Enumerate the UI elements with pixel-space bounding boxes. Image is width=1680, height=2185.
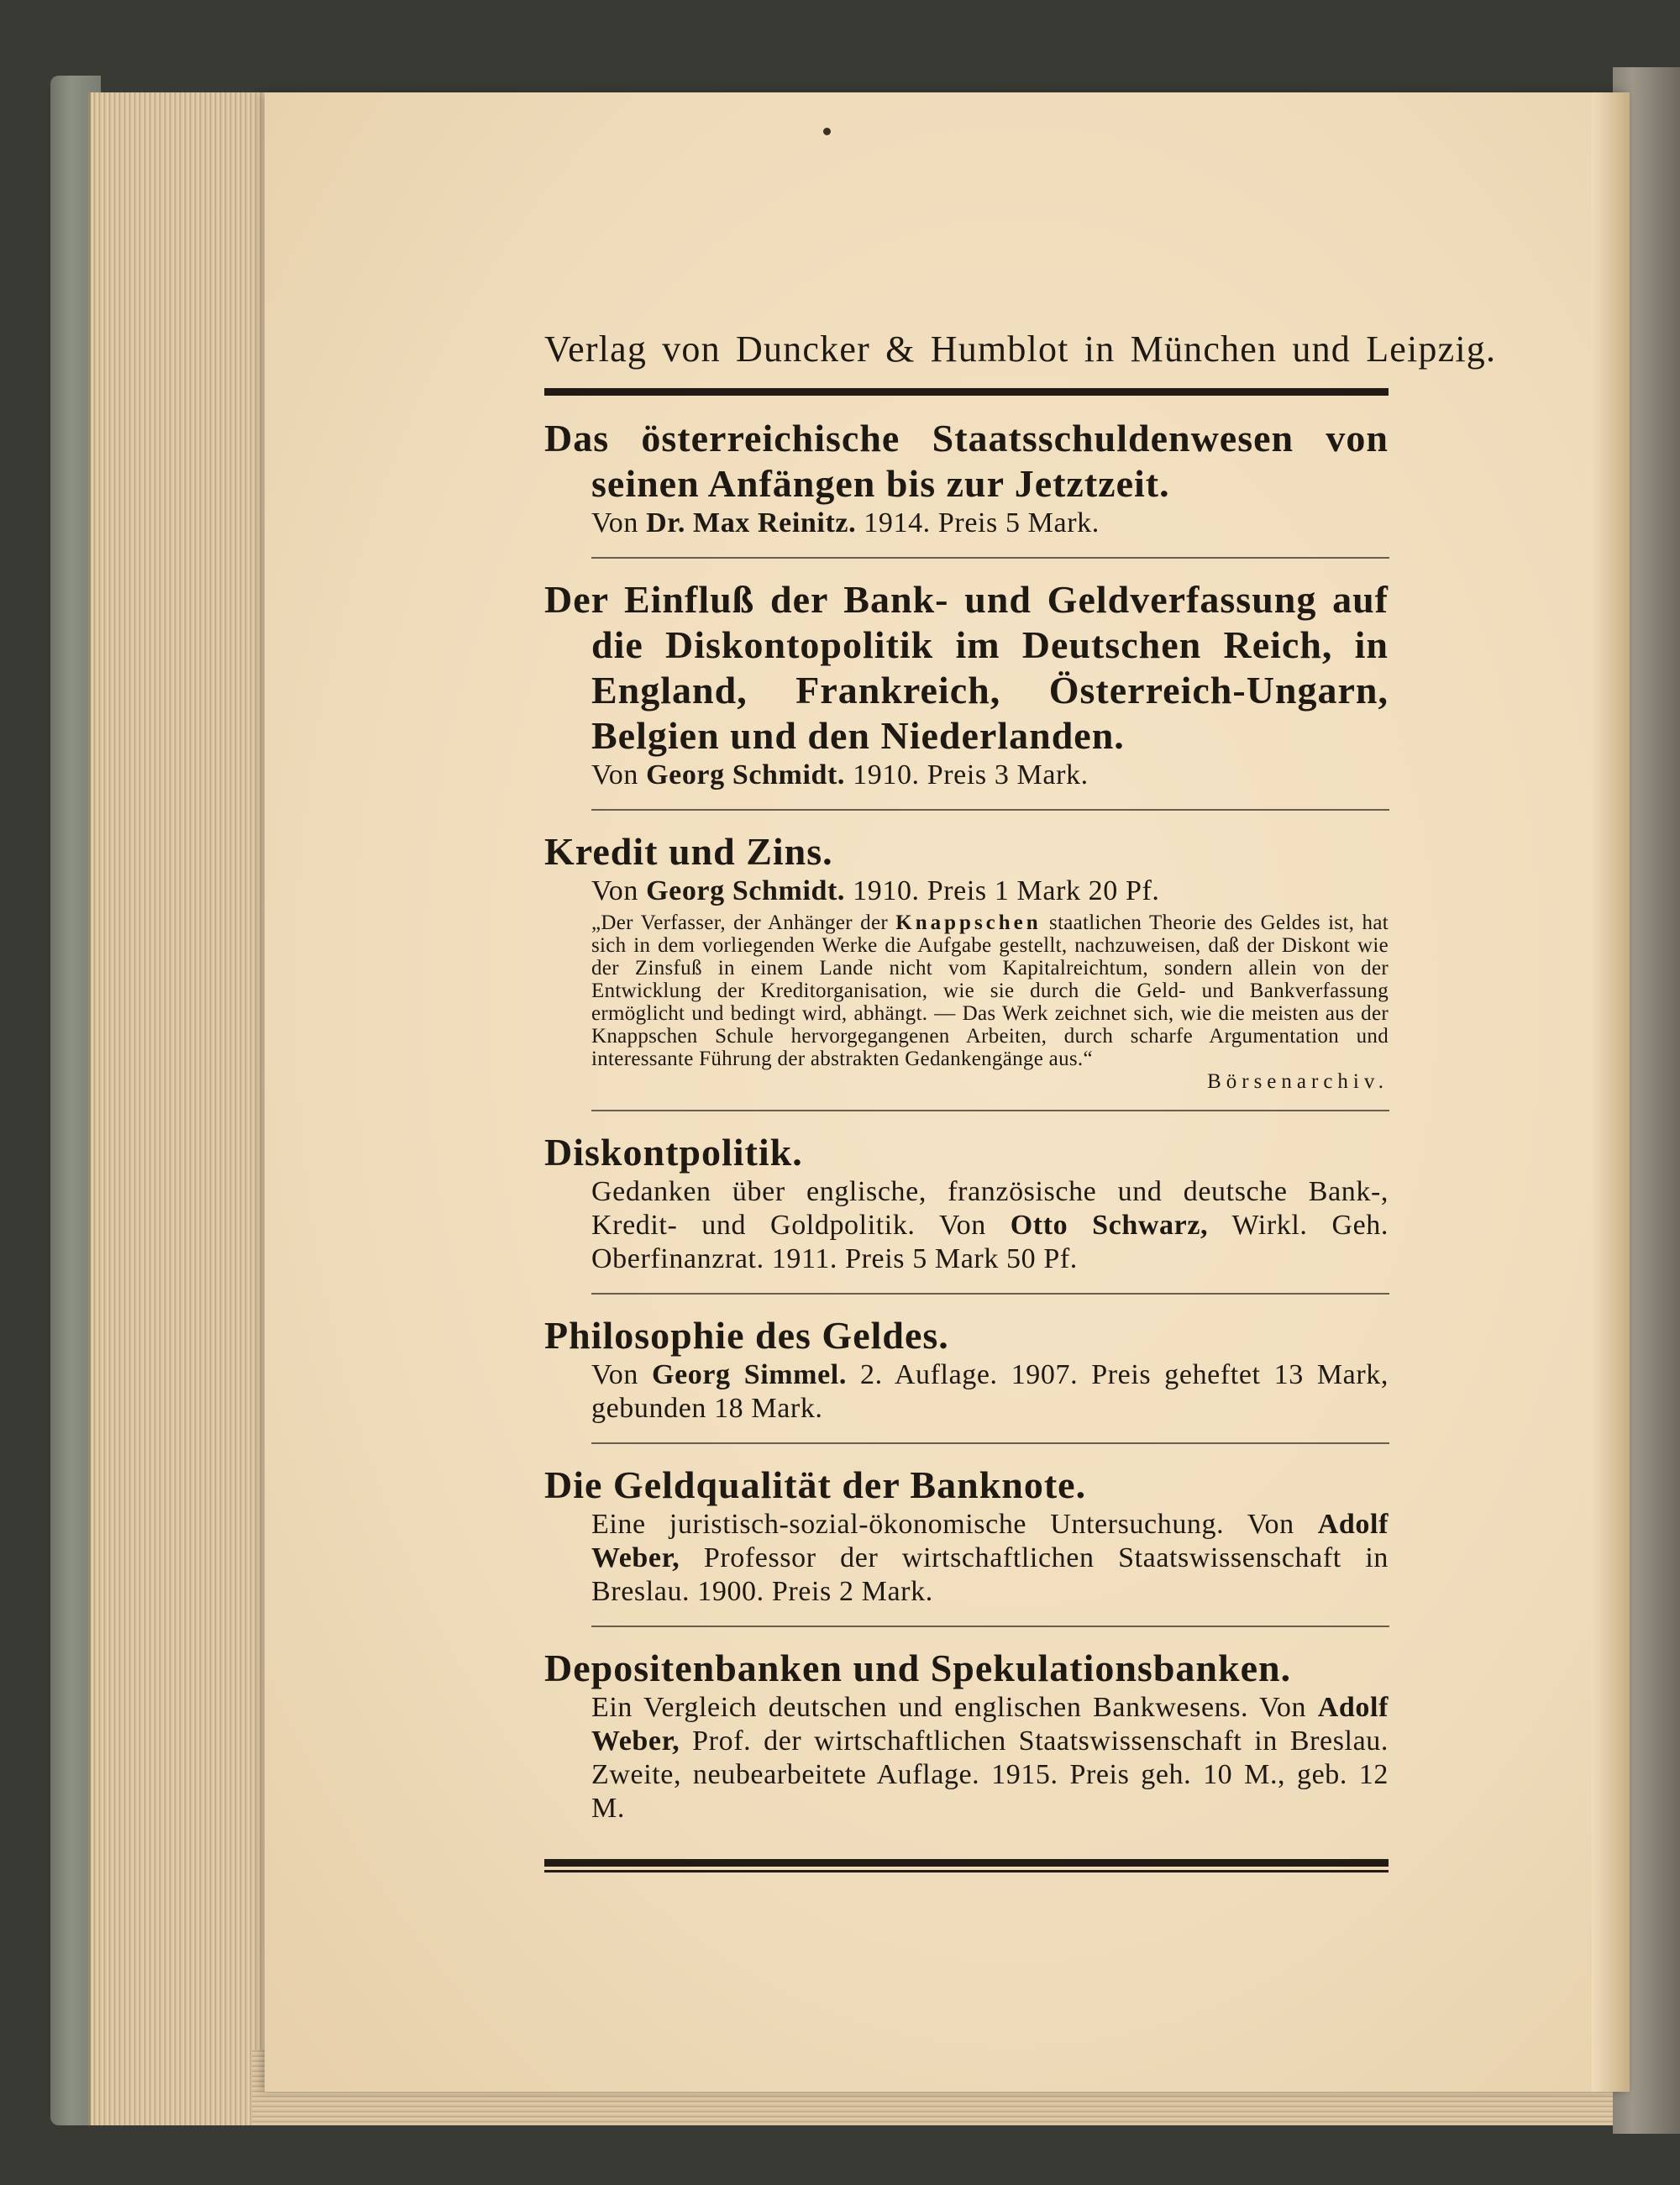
book-details <box>544 875 1389 908</box>
book-imprint: 2. Auflage. 1907. Preis geheftet 13 Mark, gebunden 18 Mark. <box>591 1359 1389 1424</box>
entry-divider <box>591 1110 1389 1111</box>
entry-divider <box>591 1293 1389 1295</box>
book-details <box>544 1175 1389 1276</box>
page-content <box>544 326 1497 1872</box>
book-entry <box>544 1646 1389 1825</box>
book-details <box>544 1508 1389 1609</box>
book-author: Georg Schmidt. <box>646 759 846 790</box>
book-details <box>544 507 1389 540</box>
book-entry <box>544 1130 1389 1276</box>
book-entry <box>544 416 1389 540</box>
book-author: Georg Schmidt. <box>646 875 846 906</box>
book-imprint: Prof. der wirtschaftlichen Staatswissenschaft in Breslau. Zweite, neubearbeitete Auflage. 1915. Preis geh. 10 M., geb. 12 M. <box>591 1725 1389 1824</box>
footer-rule-thick <box>544 1859 1389 1867</box>
page-fore-edge <box>1592 92 1630 2092</box>
book-author: Adolf Weber, <box>591 1692 1389 1757</box>
book-title: Kredit und Zins. <box>544 830 833 873</box>
by-word: Von <box>591 507 638 538</box>
page-stack-edge <box>88 92 284 2125</box>
by-word: Von <box>591 875 638 906</box>
book-title: Philosophie des Geldes. <box>544 1314 949 1357</box>
ink-dot <box>823 128 831 135</box>
book-description: Ein Vergleich deutschen und englischen Bankwesens. Von <box>591 1692 1307 1723</box>
by-word: Von <box>591 1359 638 1390</box>
book-entry <box>544 1463 1389 1609</box>
publisher-header: Verlag von Duncker & Humblot in München und Leipzig. <box>544 328 1497 370</box>
book-entry <box>544 577 1389 792</box>
book-title: Depositenbanken und Spekulationsbanken. <box>544 1647 1292 1689</box>
book-imprint: 1910. Preis 1 Mark 20 Pf. <box>853 875 1160 906</box>
book-author: Otto Schwarz, <box>1010 1210 1209 1241</box>
quote-text-start: „Der Verfasser, der Anhänger der <box>591 911 888 934</box>
by-word: Von <box>591 759 638 790</box>
book-author: Dr. Max Reinitz. <box>646 507 857 538</box>
book-details <box>544 1358 1389 1426</box>
book-entry <box>544 829 1389 1093</box>
book-title: Diskontpolitik. <box>544 1131 803 1174</box>
book-details <box>544 759 1389 792</box>
book-imprint: Professor der wirtschaftlichen Staatswissenschaft in Breslau. 1900. Preis 2 Mark. <box>591 1542 1389 1607</box>
quote-highlight-name: Knappschen <box>895 911 1042 934</box>
entry-divider <box>591 557 1389 559</box>
header-rule <box>544 388 1389 396</box>
book-details <box>544 1691 1389 1825</box>
entry-divider <box>591 1442 1389 1444</box>
review-quote <box>544 911 1389 1093</box>
book-title: Das österreichische Staatsschuldenwesen von seinen Anfängen bis zur Jetztzeit. <box>544 417 1389 505</box>
book-author: Georg Simmel. <box>652 1359 847 1390</box>
entry-divider <box>591 1626 1389 1627</box>
book-description: Gedanken über englische, französische und deutsche Bank-, Kredit- und Goldpolitik. Von <box>591 1176 1389 1241</box>
book-imprint: 1914. Preis 5 Mark. <box>864 507 1100 538</box>
book-title: Die Geldqualität der Banknote. <box>544 1463 1087 1506</box>
footer-rule-thin <box>544 1870 1389 1872</box>
book-imprint: 1910. Preis 3 Mark. <box>853 759 1089 790</box>
quote-attribution-row <box>591 1070 1389 1093</box>
quote-text-rest: staatlichen Theorie des Geldes ist, hat sich in dem vorliegenden Werke die Aufgabe gestellt, nachzuweisen, daß der Diskont wie der Zinsfuß in einem Lande nicht vom Kapitalreichtum, sondern allein von der Entwicklung der Kreditorganisation, wie sie durch die Geld- und Bankverfassung ermöglicht und bedingt wird, abhängt. — Das Werk zeichnet sich, wie die meisten aus der Knappschen Schule hervorgegangenen Arbeiten, durch scharfe Argumentation und interessante Führung der abstrakten Gedankengänge aus.“ <box>591 911 1389 1070</box>
book-title: Der Einfluß der Bank- und Geldverfassung auf die Diskontopolitik im Deutschen Reich, in England, Frankreich, Österreich-Ungarn, Belgien und den Niederlanden. <box>544 578 1389 757</box>
book-entry <box>544 1313 1389 1426</box>
book-imprint: Wirkl. Geh. Oberfinanzrat. 1911. Preis 5 Mark 50 Pf. <box>591 1210 1389 1274</box>
quote-source: Börsenarchiv. <box>1207 1070 1389 1093</box>
entry-divider <box>591 809 1389 811</box>
book-author: Adolf Weber, <box>591 1509 1389 1573</box>
book-description: Eine juristisch-sozial-ökonomische Untersuchung. Von <box>591 1509 1294 1540</box>
